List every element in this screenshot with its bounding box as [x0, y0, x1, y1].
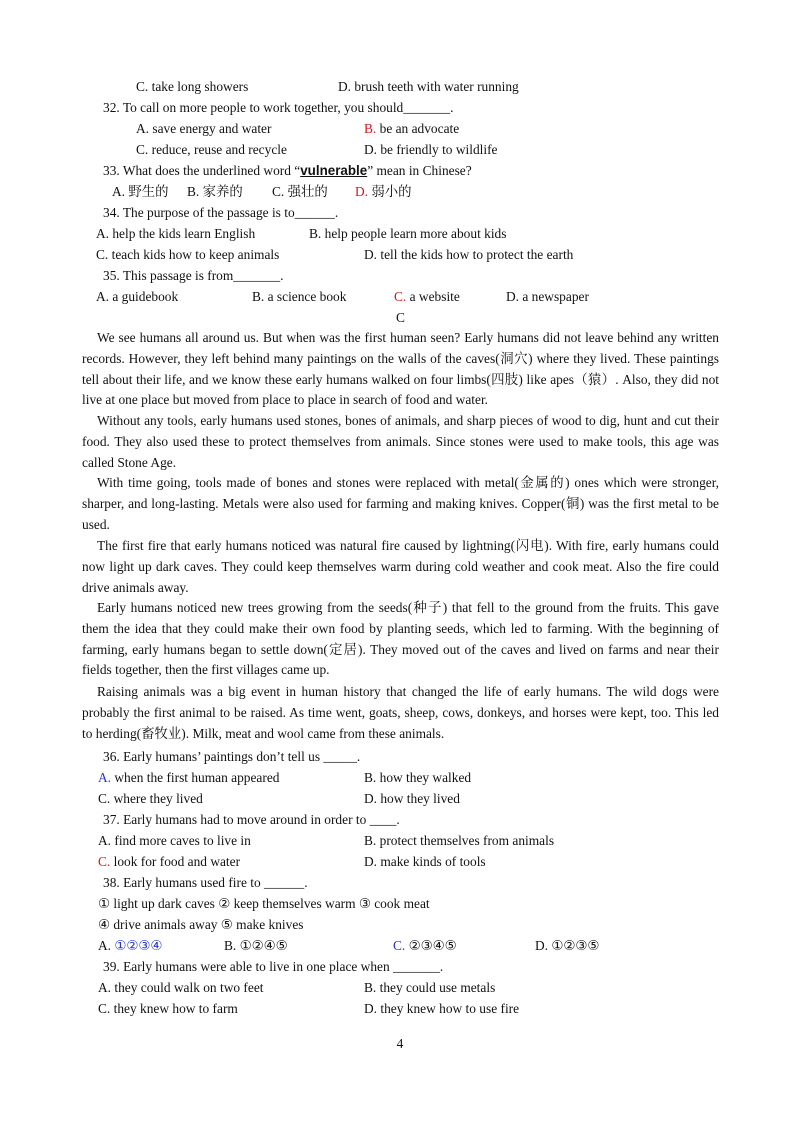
q31-option-d: D. brush teeth with water running — [338, 79, 519, 94]
q37-option-d: D. make kinds of tools — [364, 854, 486, 869]
q37-stem: 37. Early humans had to move around in order to ____. — [103, 812, 400, 827]
q36-option-a: A. when the first human appeared — [98, 770, 280, 785]
q35-answer-letter: C. — [394, 289, 407, 304]
q38-option-c: C. ②③④⑤ — [393, 938, 457, 953]
q38-option-b: B. ①②④⑤ — [224, 938, 288, 953]
q36-option-d: D. how they lived — [364, 791, 460, 806]
q33-stem: 33. What does the underlined word “vulnerable” mean in Chinese? — [103, 163, 472, 178]
q32-option-b: B. be an advocate — [364, 121, 460, 136]
q33-option-c: C. 强壮的 — [272, 184, 328, 199]
q33-option-d: D. 弱小的 — [355, 184, 412, 199]
q35-option-a: A. a guidebook — [96, 289, 179, 304]
passage-paragraph-2: Without any tools, early humans used stones, bones of animals, and sharp pieces of wood to dig, hunt and cut their food. They also used these to protect themselves from animals. Since stones were used to make tools, this age was called Stone Age. — [82, 413, 719, 470]
q38-answer-letter: C. — [393, 938, 406, 953]
q37-option-b: B. protect themselves from animals — [364, 833, 555, 848]
q33-answer-letter: D. — [355, 184, 369, 199]
q35-stem: 35. This passage is from_______. — [103, 268, 284, 283]
q32-option-a: A. save energy and water — [136, 121, 272, 136]
q39-option-b: B. they could use metals — [364, 980, 496, 995]
q39-option-a: A. they could walk on two feet — [98, 980, 264, 995]
q38-highlighted-answer: ①②③④ — [111, 938, 163, 953]
page-number: 4 — [396, 1036, 404, 1051]
passage-paragraph-6: Raising animals was a big event in human history that changed the life of early humans. The wild dogs were probably the first animal to be raised. As time went, goats, sheep, cows, donkeys, and horses were kept, too. This led to herding(畜牧业). Milk, meat and wool came from these animals. — [82, 684, 719, 741]
q36-option-c: C. where they lived — [98, 791, 203, 806]
q36-option-b: B. how they walked — [364, 770, 472, 785]
passage-paragraph-3: With time going, tools made of bones and stones were replaced with metal(金属的) ones which were stronger, sharper, and long-lasting. Metals were also used for farming and making knives. Copper(铜) was the first metal to be used. — [82, 475, 719, 532]
q35-option-d: D. a newspaper — [506, 289, 589, 304]
q34-option-a: A. help the kids learn English — [96, 226, 256, 241]
q39-option-c: C. they knew how to farm — [98, 1001, 238, 1016]
q39-option-d: D. they knew how to use fire — [364, 1001, 520, 1016]
q34-option-d: D. tell the kids how to protect the earth — [364, 247, 574, 262]
passage-paragraph-5: Early humans noticed new trees growing from the seeds(种子) that fell to the ground from the fruits. This gave them the idea that they could make their own food by planting seeds, which led to farming. With the beginning of farming, early humans began to settle down(定居). They moved out of the caves and lived on farms and near their fields together, then the first villages came up. — [82, 600, 719, 678]
q38-option-a: A. ①②③④ — [98, 938, 163, 953]
section-label: C — [396, 310, 405, 325]
q33-option-b: B. 家养的 — [187, 184, 243, 199]
q36-answer-letter: A. — [98, 770, 112, 785]
q37-option-c: C. look for food and water — [98, 854, 241, 869]
q32-option-c: C. reduce, reuse and recycle — [136, 142, 287, 157]
q34-option-c: C. teach kids how to keep animals — [96, 247, 280, 262]
q39-stem: 39. Early humans were able to live in one place when _______. — [103, 959, 444, 974]
q32-option-d: D. be friendly to wildlife — [364, 142, 498, 157]
q33-option-a: A. 野生的 — [112, 184, 169, 199]
q32-stem: 32. To call on more people to work together, you should_______. — [103, 100, 454, 115]
q38-choices-line-2: ④ drive animals away ⑤ make knives — [98, 917, 304, 932]
q37-answer-letter: C. — [98, 854, 111, 869]
passage-paragraph-1: We see humans all around us. But when was the first human seen? Early humans did not leave behind any written records. However, they left behind many paintings on the walls of the caves(洞穴) where they lived. These paintings tell about their life, and we know these early humans walked on four limbs(四肢) like apes（猿）. Also, they did not live at one place but moved from place to place in search of food and water. — [82, 330, 719, 408]
q38-option-d: D. ①②③⑤ — [535, 938, 600, 953]
underlined-word: vulnerable — [300, 163, 368, 178]
q34-option-b: B. help people learn more about kids — [309, 226, 507, 241]
q35-option-c: C. a website — [394, 289, 460, 304]
q38-choices-line-1: ① light up dark caves ② keep themselves warm ③ cook meat — [98, 896, 430, 911]
q37-option-a: A. find more caves to live in — [98, 833, 251, 848]
q38-stem: 38. Early humans used fire to ______. — [103, 875, 308, 890]
q34-stem: 34. The purpose of the passage is to______. — [103, 205, 339, 220]
q32-answer-letter: B. — [364, 121, 377, 136]
q35-option-b: B. a science book — [252, 289, 347, 304]
q31-option-c: C. take long showers — [136, 79, 249, 94]
passage-paragraph-4: The first fire that early humans noticed was natural fire caused by lightning(闪电). With fire, early humans could now light up dark caves. They could keep themselves warm during cold weather and cook meat. Also the fire could drive animals away. — [82, 538, 719, 595]
q36-stem: 36. Early humans’ paintings don’t tell us _____. — [103, 749, 361, 764]
